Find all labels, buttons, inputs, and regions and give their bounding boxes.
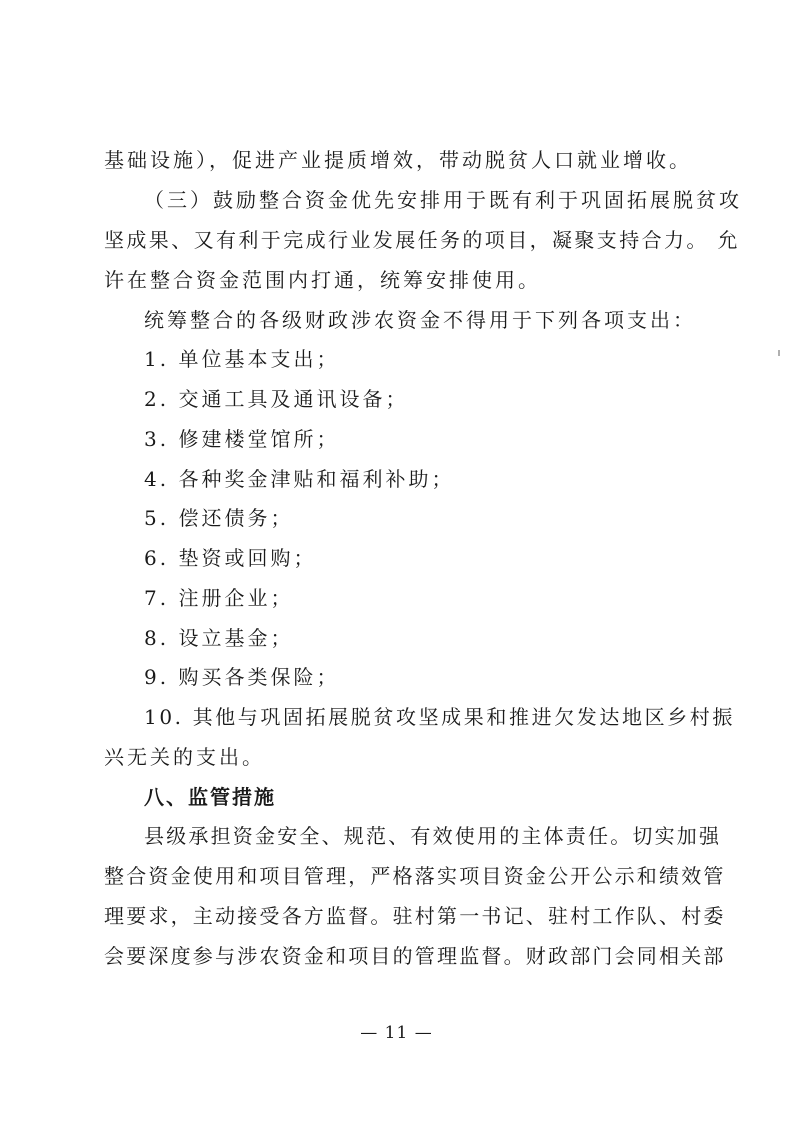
- scan-edge-mark: [778, 350, 780, 356]
- list-item-3: 3. 修建楼堂馆所；: [144, 427, 340, 451]
- text-line-1: 基础设施），促进产业提质增效，带动脱贫人口就业增收。: [104, 148, 692, 172]
- text-line-4: 许在整合资金范围内打通，统筹安排使用。: [104, 268, 541, 292]
- list-item-9: 9. 购买各类保险；: [144, 665, 340, 689]
- section-heading: 八、监管措施: [144, 785, 276, 809]
- list-item-6: 6. 垫资或回购；: [144, 546, 317, 570]
- list-item-5: 5. 偿还债务；: [144, 506, 294, 530]
- list-item-7: 7. 注册企业；: [144, 586, 294, 610]
- text-line-7: 整合资金使用和项目管理，严格落实项目资金公开公示和绩效管: [104, 864, 726, 888]
- text-line-8: 理要求，主动接受各方监督。驻村第一书记、驻村工作队、村委: [104, 904, 726, 928]
- list-item-4: 4. 各种奖金津贴和福利补助；: [144, 467, 455, 491]
- text-line-2: （三）鼓励整合资金优先安排用于既有利于巩固拓展脱贫攻: [144, 188, 742, 212]
- list-item-10-continued: 兴无关的支出。: [104, 745, 265, 769]
- list-item-1: 1. 单位基本支出；: [144, 347, 340, 371]
- list-item-8: 8. 设立基金；: [144, 626, 294, 650]
- text-line-9: 会要深度参与涉农资金和项目的管理监督。财政部门会同相关部: [104, 944, 726, 968]
- page-number: — 11 —: [360, 1023, 433, 1043]
- list-item-2: 2. 交通工具及通讯设备；: [144, 387, 409, 411]
- text-line-6: 县级承担资金安全、规范、有效使用的主体责任。切实加强: [144, 824, 722, 848]
- text-line-5: 统筹整合的各级财政涉农资金不得用于下列各项支出：: [144, 308, 696, 332]
- text-line-3: 坚成果、又有利于完成行业发展任务的项目，凝聚支持合力。 允: [104, 228, 740, 252]
- list-item-10: 10. 其他与巩固拓展脱贫攻坚成果和推进欠发达地区乡村振: [144, 705, 735, 729]
